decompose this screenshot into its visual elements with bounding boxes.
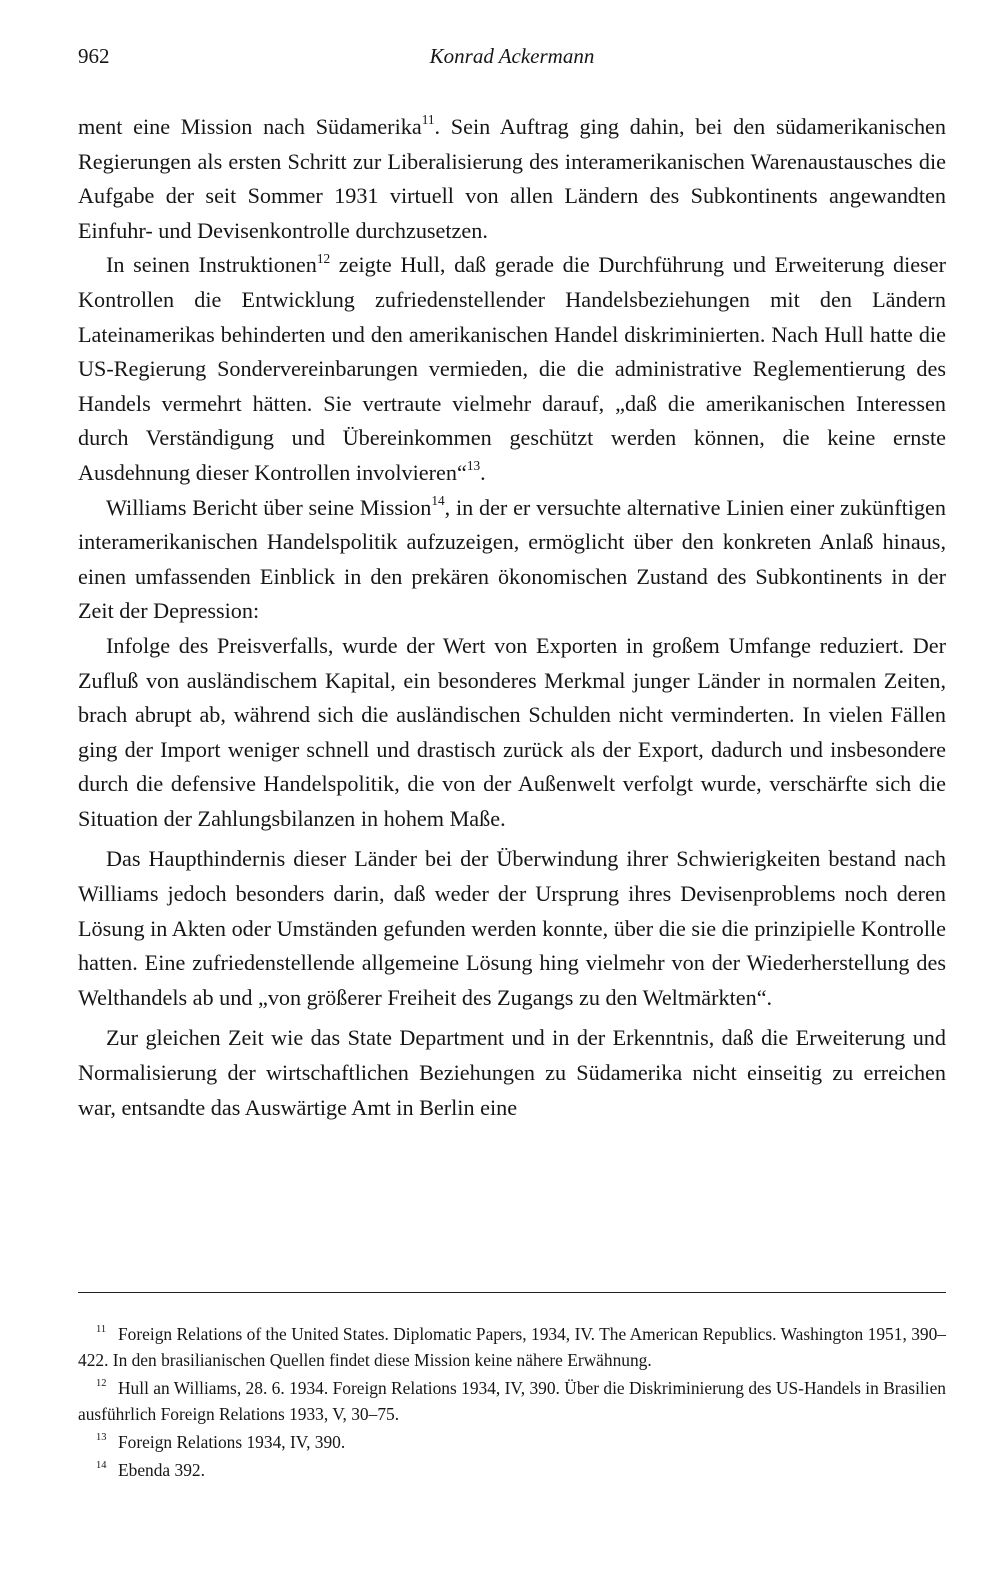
paragraph-3: [78, 491, 946, 629]
footnote-13: $^{13}$ Foreign Relations 1934, IV, 390.: [96, 1432, 346, 1452]
page-number: 962: [78, 44, 110, 68]
paragraph-6: Zur gleichen Zeit wie das State Department und in der Erkenntnis, daß die Erweiterung und Normalisierung der wirtschaftlichen Beziehungen zu Südamerika nicht einseitig zu erreichen war, entsandte das Auswärtige Amt in Berlin eine: [78, 1025, 946, 1120]
paragraph-2: [78, 248, 946, 490]
paragraph-1-text-a: ment eine Mission nach Südamerika: [78, 114, 422, 139]
footnote-ref-14: 14: [431, 492, 445, 508]
footnotes: [78, 1321, 946, 1485]
footnote-text: Foreign Relations of the United States. Diplomatic Papers, 1934, IV. The American Republics. Washington 1951, 390–422. In den brasilianischen Quellen findet diese Mission keine nähere Erwähnung.: [78, 1324, 946, 1370]
paragraph-2-text-a: In seinen Instruktionen: [106, 252, 317, 278]
body-text: [78, 110, 946, 1125]
footnote-text: Ebenda 392.: [118, 1460, 205, 1480]
paragraph-5: Das Haupthindernis dieser Länder bei der Überwindung ihrer Schwierigkeiten bestand nach Williams jedoch besonders darin, daß weder der Ursprung ihres Devisenproblems noch deren Lösung in Akten oder Umständen gefunden werden konnte, über die sie die prinzipielle Kontrolle hatten. Eine zufriedenstellende allgemeine Lösung hing vielmehr von der Wiederherstellung des Welthandels ab und „von größerer Freiheit des Zugangs zu den Weltmärkten“.: [78, 846, 946, 1010]
footnote-text: Foreign Relations 1934, IV, 390.: [118, 1432, 346, 1452]
paragraph-3-text-b: , in der er versuchte alternative Linien einer zukünftigen interamerikanischen Handelspolitik aufzuzeigen, ermöglicht über den konkreten Anlaß hinaus, einen umfassenden Einblick in den prekären ökonomischen Zustand des Subkontinents in der Zeit der Depression:: [78, 494, 946, 624]
footnote-divider: [78, 1292, 946, 1293]
footnote-11: $^{11}$ Foreign Relations of the United States. Diplomatic Papers, 1934, IV. The American Republics. Washington 1951, 390–422. In den brasilianischen Quellen findet diese Mission keine nähere Erwähnung.: [78, 1324, 946, 1370]
page-header: [78, 44, 946, 76]
paragraph-2-text-c: .: [480, 459, 486, 485]
footnote-14: $^{14}$ Ebenda 392.: [96, 1460, 205, 1480]
footnote-ref-13: 13: [466, 458, 481, 474]
footnote-12: $^{12}$ Hull an Williams, 28. 6. 1934. Foreign Relations 1934, IV, 390. Über die Diskriminierung des US-Handels in Brasilien ausführlich Foreign Relations 1933, V, 30–75.: [78, 1378, 946, 1424]
running-head: Konrad Ackermann: [429, 44, 595, 68]
paragraph-2-text-b: zeigte Hull, daß gerade die Durchführung und Erweiterung dieser Kontrollen die Entwicklung zufriedenstellender Handelsbeziehungen mit den Ländern Lateinamerikas behinderten und den amerikanischen Handel diskriminierten. Nach Hull hatte die US-Regierung Sondervereinbarungen vermieden, die die administrative Reglementierung des Handels vermehrt hätten. Sie vertraute vielmehr darauf, „daß die amerikanischen Interessen durch Verständigung und Übereinkommen geschützt werden können, die keine ernste Ausdehnung dieser Kontrollen involvieren“: [78, 252, 946, 485]
footnote-text: Hull an Williams, 28. 6. 1934. Foreign Relations 1934, IV, 390. Über die Diskriminierung des US-Handels in Brasilien ausführlich Foreign Relations 1933, V, 30–75.: [78, 1378, 946, 1424]
paragraph-1: [78, 110, 946, 248]
paragraph-3-text-a: Williams Bericht über seine Mission: [106, 494, 432, 520]
paragraph-1-text-b: . Sein Auftrag ging dahin, bei den südamerikanischen Regierungen als ersten Schritt zur Liberalisierung des interamerikanischen Warenaustausches die Aufgabe der seit Sommer 1931 virtuell von allen Ländern des Subkontinents angewandten Einfuhr- und Devisenkontrolle durchzusetzen.: [78, 114, 946, 243]
footnote-ref-11: 11: [421, 112, 435, 128]
footnote-ref-12: 12: [316, 250, 331, 266]
quotation-paragraph: Infolge des Preisverfalls, wurde der Wert von Exporten in großem Umfange reduziert. Der Zufluß von ausländischem Kapital, ein besonderes Merkmal junger Länder in normalen Zeiten, brach abrupt ab, während sich die ausländischen Schulden nicht verminderten. In vielen Fällen ging der Import weniger schnell und drastisch zurück als der Export, dadurch und insbesondere durch die defensive Handelspolitik, die von der Außenwelt verfolgt wurde, verschärfte sich die Situation der Zahlungsbilanzen in hohem Maße.: [78, 632, 946, 831]
